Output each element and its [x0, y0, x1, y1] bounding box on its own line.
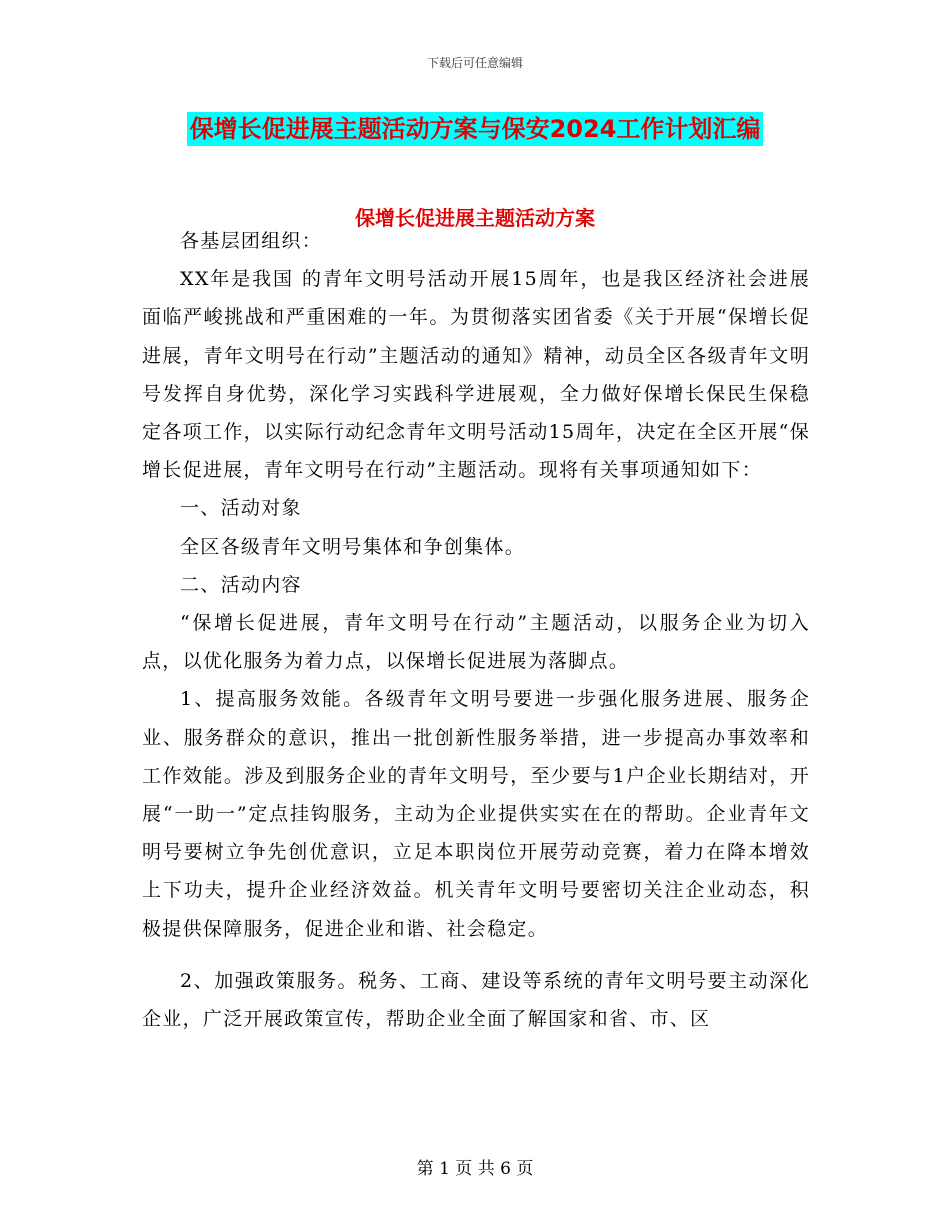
heading-activity-target: 一、活动对象 [180, 497, 302, 520]
intro-paragraph: XX年是我国 的青年文明号活动开展15周年，也是我区经济社会进展面临严峻挑战和严重困难的一年。为贯彻落实团省委《关于开展“保增长促进展，青年文明号在行动”主题活动的通知》精神，动员全区各级青年文明号发挥自身优势，深化学习实践科学进展观，全力做好保增长保民生保稳定各项工作，以实际行动纪念青年文明号活动15周年，决定在全区开展“保增长促进展，青年文明号在行动”主题活动。现将有关事项通知如下： [142, 268, 810, 482]
item-2-paragraph: 2、加强政策服务。税务、工商、建设等系统的青年文明号要主动深化企业，广泛开展政策宣传，帮助企业全面了解国家和省、市、区 [142, 969, 810, 1031]
document-title-block [0, 112, 950, 146]
section-title: 保增长促进展主题活动方案 [355, 206, 595, 230]
heading-activity-content: 二、活动内容 [180, 573, 302, 596]
activity-content-paragraph: “保增长促进展，青年文明号在行动”主题活动，以服务企业为切入点，以优化服务为着力点，以保增长促进展为落脚点。 [142, 612, 810, 673]
page-number: 第 1 页 共 6 页 [416, 1159, 534, 1179]
item-1-paragraph: 1、提高服务效能。各级青年文明号要进一步强化服务进展、服务企业、服务群众的意识，推出一批创新性服务举措，进一步提高办事效率和工作效能。涉及到服务企业的青年文明号，至少要与1户企业长期结对，开展“一助一”定点挂钩服务，主动为企业提供实实在在的帮助。企业青年文明号要树立争先创优意识，立足本职岗位开展劳动竞赛，着力在降本增效上下功夫，提升企业经济效益。机关青年文明号要密切关注企业动态，积极提供保障服务，促进企业和谐、社会稳定。 [142, 688, 810, 940]
salutation: 各基层团组织： [180, 230, 323, 252]
page-header-note: 下载后可任意编辑 [426, 56, 523, 70]
activity-target-paragraph: 全区各级青年文明号集体和争创集体。 [180, 535, 526, 558]
document-title: 保增长促进展主题活动方案与保安2024工作计划汇编 [187, 112, 764, 146]
document-body [142, 222, 810, 1038]
